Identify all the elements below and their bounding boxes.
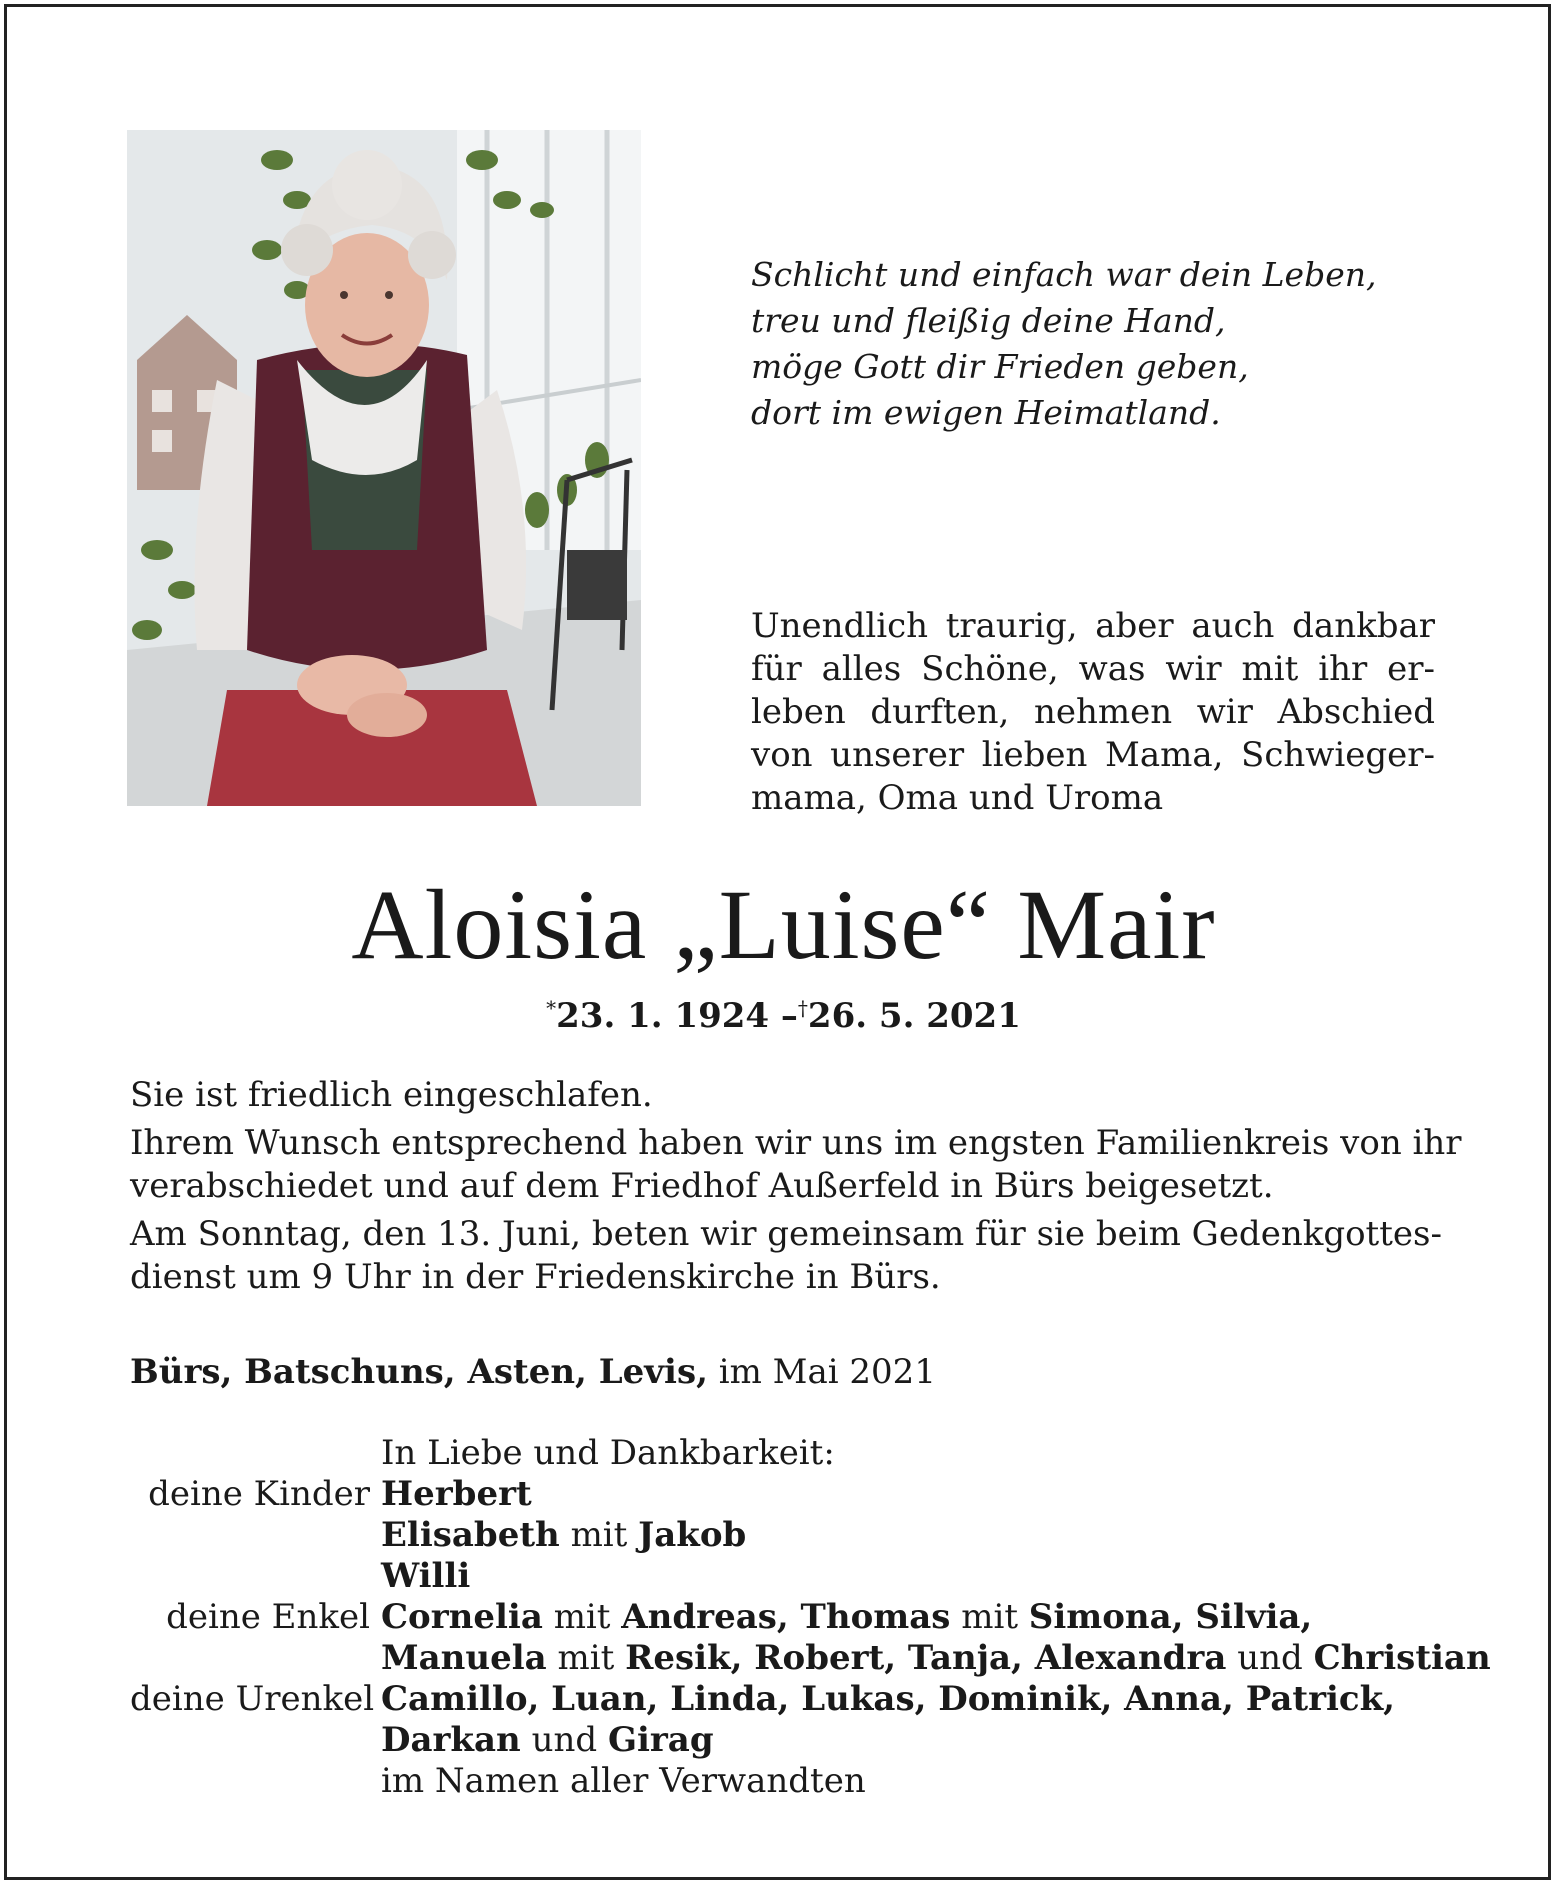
poem-line: treu und fleißig deine Hand, (751, 301, 1226, 340)
intro-line: leben durften, nehmen wir Abschied (751, 692, 1435, 732)
intro-line: für alles Schöne, was wir mit ihr er- (751, 649, 1435, 689)
greatgrandchild-name: Girag (607, 1720, 714, 1760)
child-name: Elisabeth (381, 1515, 560, 1555)
grandchild-names: Andreas, Thomas (621, 1597, 951, 1637)
date-separator: – (780, 996, 798, 1036)
date-line: im Mai 2021 (718, 1352, 936, 1392)
body-line: verabschiedet und auf dem Friedhof Außerfeld in Bürs beigesetzt. (130, 1166, 1274, 1206)
intro-line: Unendlich traurig, aber auch dankbar (751, 606, 1435, 646)
poem-line: Schlicht und einfach war dein Leben, (751, 255, 1377, 294)
partner-name: Jakob (638, 1515, 747, 1555)
body-paragraph: Sie ist friedlich eingeschlafen. (130, 1075, 653, 1115)
mourners-list (130, 1433, 1491, 1802)
grandchild-name: Christian (1313, 1638, 1491, 1678)
death-symbol: † (797, 996, 808, 1020)
conjunction: und (1237, 1638, 1303, 1678)
intro-paragraph (751, 605, 1435, 820)
body-line: Am Sonntag, den 13. Juni, beten wir gemeinsam für sie beim Gedenkgottes- (130, 1214, 1442, 1254)
grandchild-name: Manuela (381, 1638, 547, 1678)
portrait-photo (127, 130, 641, 806)
body-line: dienst um 9 Uhr in der Friedenskirche in Bürs. (130, 1257, 941, 1297)
deceased-name: Aloisia „Luise“ Mair (351, 869, 1216, 980)
place-and-date (130, 1350, 936, 1394)
grandchild-names: Simona, Silvia, (1028, 1597, 1313, 1637)
conjunction: mit (570, 1515, 628, 1555)
intro-line: von unserer lieben Mama, Schwieger- (751, 735, 1435, 775)
mourners-heading: In Liebe und Dankbarkeit: (381, 1433, 835, 1473)
life-dates (0, 986, 1567, 1038)
grandchildren-label: deine Enkel (166, 1597, 370, 1637)
poem (751, 252, 1431, 436)
child-name: Herbert (381, 1474, 532, 1514)
grandchild-names: Resik, Robert, Tanja, Alexandra (625, 1638, 1227, 1678)
conjunction: mit (961, 1597, 1018, 1637)
conjunction: und (531, 1720, 598, 1760)
intro-line: mama, Oma und Uroma (751, 778, 1164, 818)
child-name: Willi (381, 1556, 471, 1596)
death-date: 26. 5. 2021 (807, 996, 1021, 1036)
birth-symbol: * (546, 996, 557, 1020)
mourners-footer: im Namen aller Verwandten (381, 1761, 866, 1801)
announcement-body (130, 1074, 1462, 1299)
body-line: Ihrem Wunsch entsprechend haben wir uns im engsten Familienkreis von ihr (130, 1123, 1462, 1163)
portrait-image (127, 130, 641, 806)
grandchild-name: Cornelia (381, 1597, 543, 1637)
greatgrandchild-name: Darkan (381, 1720, 521, 1760)
greatgrandchildren-label: deine Urenkel (130, 1679, 375, 1719)
poem-line: möge Gott dir Frieden geben, (751, 347, 1249, 386)
locations: Bürs, Batschuns, Asten, Levis, (130, 1352, 708, 1392)
poem-line: dort im ewigen Heimatland. (751, 393, 1221, 432)
children-label: deine Kinder (148, 1474, 370, 1514)
birth-date: 23. 1. 1924 (556, 996, 770, 1036)
conjunction: mit (553, 1597, 611, 1637)
greatgrandchild-names: Camillo, Luan, Linda, Lukas, Dominik, Anna, Patrick, (381, 1679, 1396, 1719)
conjunction: mit (557, 1638, 615, 1678)
